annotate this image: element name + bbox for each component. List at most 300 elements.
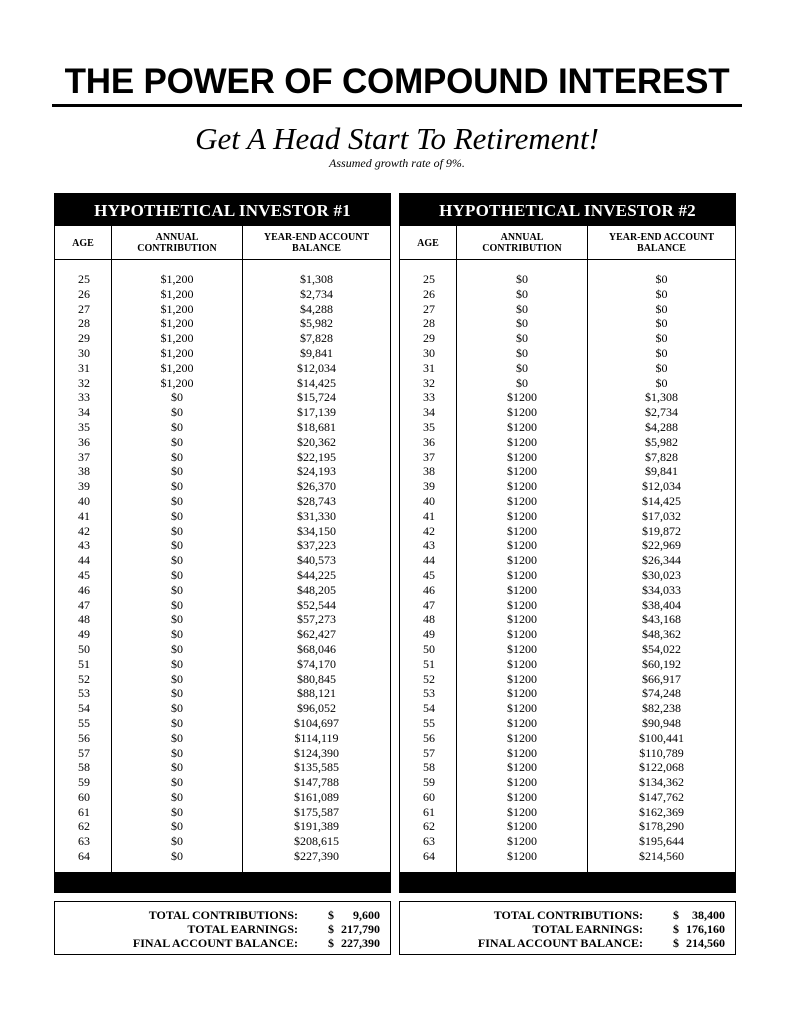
balance-cell: $60,192 [642, 656, 681, 671]
table-row [400, 583, 735, 598]
balance-cell: $74,248 [642, 686, 681, 701]
age-cell: 47 [423, 597, 435, 612]
table-row [55, 568, 390, 583]
contribution-cell: $1200 [507, 582, 537, 597]
balance-cell: $31,330 [297, 508, 336, 523]
age-cell: 29 [78, 331, 90, 346]
age-cell: 48 [78, 612, 90, 627]
table-row [55, 642, 390, 657]
table-row [55, 450, 390, 465]
age-cell: 33 [423, 390, 435, 405]
investor-2-footer-bar [400, 872, 735, 892]
balance-cell: $0 [655, 286, 668, 301]
table-row [400, 775, 735, 790]
table-row [55, 849, 390, 864]
balance-cell: $2,734 [300, 286, 333, 301]
contribution-cell: $1200 [507, 597, 537, 612]
contribution-cell: $1,200 [160, 331, 194, 346]
balance-cell: $68,046 [297, 641, 336, 656]
contribution-column-header: ANNUAL CONTRIBUTION [137, 232, 217, 254]
table-row [55, 287, 390, 302]
balance-cell: $82,238 [642, 701, 681, 716]
age-cell: 58 [423, 760, 435, 775]
balance-cell: $147,762 [639, 789, 684, 804]
age-cell: 47 [78, 597, 90, 612]
contribution-cell: $1200 [507, 508, 537, 523]
final-balance-value: 214,560 [686, 936, 725, 950]
total-contributions-line: TOTAL CONTRIBUTIONS: $ 9,600 [148, 908, 380, 922]
table-row [55, 686, 390, 701]
age-cell: 62 [423, 819, 435, 834]
page-subtitle: Get A Head Start To Retirement! [195, 121, 599, 156]
balance-cell: $17,032 [642, 508, 681, 523]
balance-cell: $110,789 [639, 745, 684, 760]
final-balance-line: FINAL ACCOUNT BALANCE: $ 214,560 [477, 936, 725, 950]
balance-cell: $66,917 [642, 671, 681, 686]
table-row [55, 701, 390, 716]
age-column-header: AGE [72, 237, 94, 249]
growth-rate-note: Assumed growth rate of 9%. [329, 156, 465, 170]
table-row [400, 686, 735, 701]
balance-cell: $191,389 [294, 819, 339, 834]
table-row [400, 524, 735, 539]
table-row [400, 672, 735, 687]
age-cell: 54 [78, 701, 90, 716]
table-row [55, 598, 390, 613]
age-cell: 46 [423, 582, 435, 597]
table-row [400, 538, 735, 553]
balance-column-header: YEAR-END ACCOUNT BALANCE [263, 232, 370, 254]
contribution-cell: $0 [171, 686, 183, 701]
age-cell: 33 [78, 390, 90, 405]
balance-cell: $12,034 [297, 360, 336, 375]
table-row [55, 390, 390, 405]
contribution-cell: $0 [171, 641, 183, 656]
balance-cell: $0 [655, 301, 668, 316]
balance-cell: $100,441 [639, 730, 684, 745]
title-underline [52, 104, 742, 107]
balance-cell: $34,150 [297, 523, 336, 538]
age-cell: 32 [78, 375, 90, 390]
balance-cell: $114,119 [294, 730, 339, 745]
balance-cell: $134,362 [639, 775, 684, 790]
contribution-cell: $0 [171, 819, 183, 834]
table-row [55, 331, 390, 346]
age-cell: 49 [78, 627, 90, 642]
age-cell: 44 [423, 553, 435, 568]
balance-cell: $24,193 [297, 464, 336, 479]
table-row [400, 834, 735, 849]
age-cell: 48 [423, 612, 435, 627]
contribution-cell: $0 [171, 701, 183, 716]
balance-cell: $0 [655, 345, 668, 360]
age-cell: 28 [423, 316, 435, 331]
contribution-cell: $1200 [507, 434, 537, 449]
contribution-cell: $0 [171, 538, 183, 553]
balance-cell: $18,681 [297, 419, 336, 434]
contribution-cell: $0 [171, 715, 183, 730]
table-row [55, 805, 390, 820]
contribution-cell: $0 [171, 508, 183, 523]
contribution-cell: $0 [171, 730, 183, 745]
contribution-cell: $1200 [507, 715, 537, 730]
balance-cell: $30,023 [642, 567, 681, 582]
age-cell: 55 [78, 715, 90, 730]
table-row [55, 272, 390, 287]
table-row [400, 302, 735, 317]
table-row [400, 494, 735, 509]
age-cell: 57 [78, 745, 90, 760]
table-row [400, 435, 735, 450]
age-cell: 31 [423, 360, 435, 375]
age-cell: 64 [423, 849, 435, 864]
age-cell: 43 [423, 538, 435, 553]
contribution-column-header: ANNUAL CONTRIBUTION [482, 232, 562, 254]
balance-cell: $17,139 [297, 405, 336, 420]
age-cell: 45 [423, 567, 435, 582]
contribution-cell: $0 [171, 834, 183, 849]
balance-cell: $37,223 [297, 538, 336, 553]
table-row [55, 657, 390, 672]
contribution-cell: $0 [171, 745, 183, 760]
table-row [55, 405, 390, 420]
age-cell: 50 [78, 641, 90, 656]
age-cell: 44 [78, 553, 90, 568]
balance-cell: $195,644 [639, 834, 684, 849]
table-row [400, 420, 735, 435]
age-cell: 42 [78, 523, 90, 538]
total-contributions-line: TOTAL CONTRIBUTIONS: $ 38,400 [493, 908, 725, 922]
age-cell: 58 [78, 760, 90, 775]
table-row [400, 405, 735, 420]
contribution-cell: $0 [171, 612, 183, 627]
balance-cell: $62,427 [297, 627, 336, 642]
age-cell: 39 [78, 479, 90, 494]
total-contributions-value: 38,400 [692, 908, 725, 922]
balance-cell: $22,195 [297, 449, 336, 464]
balance-cell: $4,288 [300, 301, 333, 316]
age-cell: 61 [78, 804, 90, 819]
contribution-cell: $1,200 [160, 375, 194, 390]
balance-cell: $135,585 [294, 760, 339, 775]
balance-cell: $104,697 [294, 715, 339, 730]
contribution-cell: $1200 [507, 567, 537, 582]
contribution-cell: $0 [171, 553, 183, 568]
table-row [400, 509, 735, 524]
table-row [400, 598, 735, 613]
balance-cell: $214,560 [639, 849, 684, 864]
age-cell: 40 [78, 493, 90, 508]
table-row [400, 272, 735, 287]
total-earnings-line: TOTAL EARNINGS: $ 176,160 [532, 922, 725, 936]
table-row [55, 775, 390, 790]
age-cell: 28 [78, 316, 90, 331]
contribution-cell: $0 [516, 331, 528, 346]
table-row [400, 316, 735, 331]
age-cell: 56 [423, 730, 435, 745]
contribution-cell: $0 [171, 419, 183, 434]
contribution-cell: $1200 [507, 775, 537, 790]
table-row [400, 479, 735, 494]
balance-cell: $161,089 [294, 789, 339, 804]
balance-cell: $9,841 [645, 464, 678, 479]
contribution-cell: $1200 [507, 701, 537, 716]
table-row [55, 583, 390, 598]
contribution-cell: $1200 [507, 464, 537, 479]
contribution-cell: $0 [516, 360, 528, 375]
contribution-cell: $1200 [507, 834, 537, 849]
table-row [55, 464, 390, 479]
age-cell: 27 [423, 301, 435, 316]
age-cell: 38 [423, 464, 435, 479]
balance-cell: $43,168 [642, 612, 681, 627]
balance-cell: $52,544 [297, 597, 336, 612]
age-cell: 63 [423, 834, 435, 849]
balance-cell: $34,033 [642, 582, 681, 597]
investor-2-summary [399, 901, 736, 955]
table-row [400, 346, 735, 361]
balance-cell: $2,734 [645, 405, 678, 420]
balance-cell: $0 [655, 375, 668, 390]
age-column-header: AGE [417, 237, 439, 249]
contribution-cell: $0 [171, 523, 183, 538]
table-row [55, 627, 390, 642]
age-cell: 49 [423, 627, 435, 642]
balance-cell: $57,273 [297, 612, 336, 627]
table-row [400, 819, 735, 834]
balance-cell: $208,615 [294, 834, 339, 849]
balance-cell: $20,362 [297, 434, 336, 449]
balance-cell: $178,290 [639, 819, 684, 834]
table-row [55, 316, 390, 331]
contribution-cell: $1200 [507, 419, 537, 434]
contribution-cell: $1200 [507, 449, 537, 464]
table-row [400, 612, 735, 627]
total-earnings-value: 176,160 [686, 922, 725, 936]
balance-cell: $54,022 [642, 641, 681, 656]
age-cell: 60 [423, 789, 435, 804]
table-row [400, 790, 735, 805]
age-cell: 35 [423, 419, 435, 434]
table-row [55, 361, 390, 376]
balance-cell: $74,170 [297, 656, 336, 671]
balance-cell: $15,724 [297, 390, 336, 405]
final-balance-value: 227,390 [341, 936, 380, 950]
age-cell: 40 [423, 493, 435, 508]
total-contributions-value: 9,600 [353, 908, 380, 922]
balance-cell: $1,308 [645, 390, 678, 405]
balance-cell: $88,121 [297, 686, 336, 701]
balance-cell: $26,344 [642, 553, 681, 568]
contribution-cell: $0 [171, 405, 183, 420]
table-row [55, 494, 390, 509]
age-cell: 61 [423, 804, 435, 819]
table-row [400, 701, 735, 716]
age-cell: 59 [423, 775, 435, 790]
age-cell: 41 [423, 508, 435, 523]
contribution-cell: $0 [171, 597, 183, 612]
table-row [400, 760, 735, 775]
balance-cell: $19,872 [642, 523, 681, 538]
table-row [400, 849, 735, 864]
balance-cell: $40,573 [297, 553, 336, 568]
table-row [55, 553, 390, 568]
age-cell: 36 [78, 434, 90, 449]
table-row [55, 760, 390, 775]
balance-cell: $14,425 [642, 493, 681, 508]
table-row [55, 612, 390, 627]
contribution-cell: $1200 [507, 390, 537, 405]
age-cell: 45 [78, 567, 90, 582]
investor-2-heading: HYPOTHETICAL INVESTOR #2 [400, 194, 735, 226]
contribution-cell: $0 [171, 582, 183, 597]
balance-cell: $90,948 [642, 715, 681, 730]
page-title: THE POWER OF COMPOUND INTEREST [64, 62, 730, 101]
balance-cell: $162,369 [639, 804, 684, 819]
contribution-cell: $1200 [507, 686, 537, 701]
age-cell: 26 [78, 286, 90, 301]
table-row [400, 361, 735, 376]
investor-2-column-headers [400, 226, 735, 260]
balance-cell: $26,370 [297, 479, 336, 494]
contribution-cell: $0 [171, 479, 183, 494]
balance-cell: $80,845 [297, 671, 336, 686]
contribution-cell: $0 [171, 775, 183, 790]
age-cell: 51 [423, 656, 435, 671]
investor-1-heading: HYPOTHETICAL INVESTOR #1 [55, 194, 390, 226]
contribution-cell: $1,200 [160, 286, 194, 301]
age-cell: 62 [78, 819, 90, 834]
age-cell: 55 [423, 715, 435, 730]
contribution-cell: $1200 [507, 523, 537, 538]
contribution-cell: $1200 [507, 789, 537, 804]
contribution-cell: $0 [516, 316, 528, 331]
table-row [55, 672, 390, 687]
age-cell: 52 [78, 671, 90, 686]
contribution-cell: $1200 [507, 804, 537, 819]
table-row [400, 642, 735, 657]
age-cell: 39 [423, 479, 435, 494]
balance-cell: $7,828 [645, 449, 678, 464]
total-earnings-line: TOTAL EARNINGS: $ 217,790 [187, 922, 380, 936]
contribution-cell: $1200 [507, 849, 537, 864]
contribution-cell: $1,200 [160, 345, 194, 360]
age-cell: 57 [423, 745, 435, 760]
age-cell: 53 [423, 686, 435, 701]
age-cell: 53 [78, 686, 90, 701]
table-row [400, 805, 735, 820]
age-cell: 36 [423, 434, 435, 449]
balance-cell: $1,308 [300, 272, 333, 286]
contribution-cell: $0 [171, 671, 183, 686]
age-cell: 50 [423, 641, 435, 656]
contribution-cell: $0 [171, 449, 183, 464]
age-cell: 32 [423, 375, 435, 390]
balance-cell: $48,205 [297, 582, 336, 597]
contribution-cell: $0 [516, 272, 528, 286]
table-row [55, 346, 390, 361]
age-cell: 60 [78, 789, 90, 804]
contribution-cell: $0 [171, 390, 183, 405]
balance-cell: $44,225 [297, 567, 336, 582]
table-row [400, 376, 735, 391]
balance-cell: $22,969 [642, 538, 681, 553]
table-row [400, 331, 735, 346]
age-cell: 42 [423, 523, 435, 538]
contribution-cell: $1,200 [160, 272, 194, 286]
table-row [55, 834, 390, 849]
age-cell: 34 [78, 405, 90, 420]
balance-cell: $147,788 [294, 775, 339, 790]
balance-cell: $227,390 [294, 849, 339, 864]
contribution-cell: $0 [171, 567, 183, 582]
contribution-cell: $0 [171, 464, 183, 479]
table-row [400, 553, 735, 568]
table-row [55, 376, 390, 391]
contribution-cell: $1200 [507, 819, 537, 834]
contribution-cell: $1200 [507, 641, 537, 656]
investor-1-rows [55, 272, 390, 864]
table-row [400, 287, 735, 302]
age-cell: 30 [78, 345, 90, 360]
final-balance-line: FINAL ACCOUNT BALANCE: $ 227,390 [132, 936, 380, 950]
balance-cell: $38,404 [642, 597, 681, 612]
table-row [55, 746, 390, 761]
age-cell: 31 [78, 360, 90, 375]
balance-cell: $7,828 [300, 331, 333, 346]
contribution-cell: $0 [171, 760, 183, 775]
balance-cell: $48,362 [642, 627, 681, 642]
table-row [400, 731, 735, 746]
balance-cell: $5,982 [300, 316, 333, 331]
table-row [400, 568, 735, 583]
table-row [400, 716, 735, 731]
contribution-cell: $0 [516, 286, 528, 301]
table-row [400, 464, 735, 479]
age-cell: 46 [78, 582, 90, 597]
balance-cell: $122,068 [639, 760, 684, 775]
balance-cell: $12,034 [642, 479, 681, 494]
table-row [400, 627, 735, 642]
balance-cell: $0 [655, 272, 668, 286]
contribution-cell: $1,200 [160, 301, 194, 316]
age-cell: 43 [78, 538, 90, 553]
balance-cell: $0 [655, 331, 668, 346]
age-cell: 29 [423, 331, 435, 346]
balance-cell: $0 [655, 360, 668, 375]
table-row [55, 420, 390, 435]
age-cell: 26 [423, 286, 435, 301]
age-cell: 52 [423, 671, 435, 686]
balance-cell: $28,743 [297, 493, 336, 508]
balance-cell: $124,390 [294, 745, 339, 760]
table-row [55, 731, 390, 746]
contribution-cell: $1200 [507, 553, 537, 568]
table-row [55, 790, 390, 805]
age-cell: 51 [78, 656, 90, 671]
table-row [55, 435, 390, 450]
contribution-cell: $1,200 [160, 360, 194, 375]
table-row [55, 538, 390, 553]
age-cell: 63 [78, 834, 90, 849]
age-cell: 25 [423, 272, 435, 286]
contribution-cell: $1200 [507, 671, 537, 686]
age-cell: 56 [78, 730, 90, 745]
table-row [400, 450, 735, 465]
table-row [55, 524, 390, 539]
contribution-cell: $1200 [507, 745, 537, 760]
table-row [55, 509, 390, 524]
